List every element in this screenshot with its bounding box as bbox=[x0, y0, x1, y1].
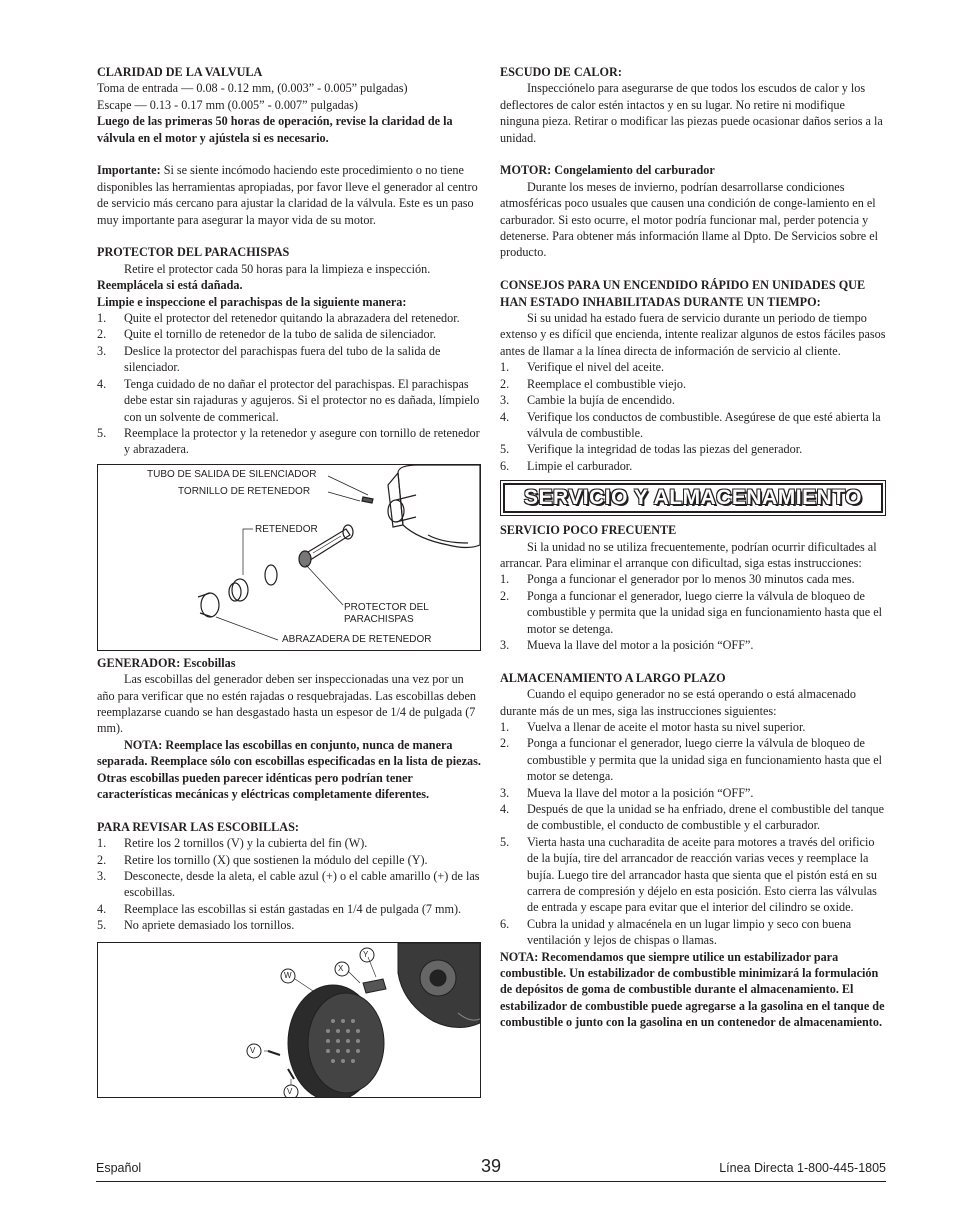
spark-replace: Reemplácela si está dañada. bbox=[97, 278, 243, 293]
spark-intro: Retire el protector cada 50 horas para la limpieza e inspección. bbox=[124, 261, 431, 276]
heat-heading: ESCUDO DE CALOR: bbox=[500, 65, 622, 79]
valve-intake: Toma de entrada — 0.08 - 0.12 mm, (0.003” - 0.005” pulgadas) bbox=[97, 81, 408, 96]
check-heading: PARA REVISAR LAS ESCOBILLAS: bbox=[97, 819, 299, 834]
callout-v1: V bbox=[250, 1045, 256, 1055]
important-text: Si se siente incómodo haciendo este procedimiento o no tiene disponibles las herramientas apropiadas, por favor lleve el generador al centro de servicio más cercano para ajustar la claridad de la válvula. Este es un paso muy importante para asegurar la mayor vida de su motor. bbox=[97, 163, 478, 227]
list-item: 1. Vuelva a llenar de aceite el motor hasta su nivel superior. bbox=[500, 719, 806, 734]
list-item: 1. Quite el protector del retenedor quitando la abrazadera del retenedor. bbox=[97, 311, 460, 326]
tips-steps bbox=[500, 359, 886, 474]
list-item: 3. Cambie la bujía de encendido. bbox=[500, 393, 675, 408]
list-item: 6. Cubra la unidad y almacénela en un lugar limpio y seco con buena ventilación y lejos de chispas o llamas. bbox=[500, 916, 852, 948]
storage-heading: ALMACENAMIENTO A LARGO PLAZO bbox=[500, 670, 726, 685]
list-item: 3. Desconecte, desde la aleta, el cable azul (+) o el cable amarillo (+) de las escobillas. bbox=[97, 868, 480, 900]
freeze-heading: MOTOR: Congelamiento del carburador bbox=[500, 163, 715, 178]
storage-note: NOTA: Recomendamos que siempre utilice un estabilizador para combustible. Un estabilizador de combustible minimizará la formulación de depósitos de goma de combustible durante el almacenamiento. El estabilizador de combustible puede agregarse a la gasolina en el tanque de combustible o junto con la gasolina en un contenedor de almacenamiento. bbox=[500, 949, 885, 1030]
list-item: 3. Mueva la llave del motor a la posición “OFF”. bbox=[500, 637, 754, 652]
tips-heading: CONSEJOS PARA UN ENCENDIDO RÁPIDO EN UNIDADES QUE HAN ESTADO INHABILITADAS DURANTE UN TIEMPO: bbox=[500, 278, 866, 309]
list-item: 1. Verifique el nivel del aceite. bbox=[500, 360, 665, 375]
page-footer bbox=[96, 1156, 886, 1182]
footer-hotline: Línea Directa 1-800-445-1805 bbox=[719, 1161, 886, 1175]
callout-w: W bbox=[284, 970, 292, 980]
list-item: 4. Reemplace las escobillas si están gastadas en 1/4 de pulgada (7 mm). bbox=[97, 901, 462, 916]
page-number: 39 bbox=[480, 1156, 502, 1176]
banner-title: SERVICIO Y ALMACENAMIENTO bbox=[503, 483, 883, 513]
valve-important bbox=[97, 162, 482, 228]
list-item: 3. Mueva la llave del motor a la posición “OFF”. bbox=[500, 785, 754, 800]
tips-text: Si su unidad ha estado fuera de servicio durante un periodo de tiempo extenso y es difícil que encienda, intente realizar algunos de estos fáciles pasos antes de llamar a la línea directa de información de servicio al cliente. bbox=[500, 311, 886, 358]
spark-heading: PROTECTOR DEL PARACHISPAS bbox=[97, 245, 290, 260]
infrequent-heading: SERVICIO POCO FRECUENTE bbox=[500, 523, 677, 538]
infrequent-text: Si la unidad no se utiliza frecuentemente, podrían ocurrir dificultades al arrancar. Para eliminar el arranque con dificultad, siga estas instrucciones: bbox=[500, 539, 877, 570]
brush-drawing bbox=[98, 943, 480, 1097]
valve-bold-note: Luego de las primeras 50 horas de operación, revise la claridad de la válvula en el motor y ajústela si es necesario. bbox=[97, 114, 453, 145]
brush-figure bbox=[97, 942, 481, 1098]
freeze-text: Durante los meses de invierno, podrían desarrollarse condiciones atmosféricas poco usuales que causen una condición de conge-lamiento en el carburador. Si esto ocurre, el motor podría funcionar mal, perder potencia y detenerse. Para obtener más información llame al Dpto. De Servicios sobre el producto. bbox=[500, 179, 879, 260]
storage-steps bbox=[500, 719, 886, 949]
list-item: 5. No apriete demasiado los tornillos. bbox=[97, 918, 295, 933]
spark-clean: Limpie e inspeccione el parachispas de la siguiente manera: bbox=[97, 294, 407, 309]
list-item: 2. Quite el tornillo de retenedor de la tubo de salida de silenciador. bbox=[97, 327, 437, 342]
callout-v2: V bbox=[287, 1086, 293, 1096]
section-banner bbox=[500, 480, 886, 516]
callout-x: X bbox=[338, 963, 344, 973]
spark-steps bbox=[97, 310, 482, 458]
heat-text: Inspecciónelo para asegurarse de que todos los escudos de calor y los deflectores de calor estén intactos y en su lugar. No retire ni modifique ninguna pieza. Retirar o modificar las piezas puede ocasionar daños serios a la unidad. bbox=[500, 81, 883, 145]
list-item: 1. Ponga a funcionar el generador por lo menos 30 minutos cada mes. bbox=[500, 572, 855, 587]
left-column bbox=[97, 64, 482, 1098]
check-steps bbox=[97, 835, 482, 933]
label-protector-1: PROTECTOR DEL bbox=[344, 601, 429, 613]
valve-exhaust: Escape — 0.13 - 0.17 mm (0.005” - 0.007” pulgadas) bbox=[97, 97, 358, 112]
list-item: 2. Ponga a funcionar el generador, luego cierre la válvula de bloqueo de combustible y permita que la unidad siga en funcionamiento hasta que el motor se detenga. bbox=[500, 588, 883, 636]
brushes-note: NOTA: Reemplace las escobillas en conjunto, nunca de manera separada. Reemplace sólo con escobillas especificadas en la lista de piezas. Otras escobillas pueden parecer idénticas pero podrían tener características mecánicas y eléctricas completamente diferentes. bbox=[97, 737, 481, 801]
label-screw: TORNILLO DE RETENEDOR bbox=[178, 485, 311, 497]
right-column bbox=[500, 64, 886, 1031]
list-item: 2. Ponga a funcionar el generador, luego cierre la válvula de bloqueo de combustible y permita que la unidad siga en funcionamiento hasta que el motor se detenga. bbox=[500, 736, 883, 784]
label-tube: TUBO DE SALIDA DE SILENCIADOR bbox=[147, 468, 317, 480]
list-item: 4. Después de que la unidad se ha enfriado, drene el combustible del tanque de combustible, el conducto de combustible y el carburador. bbox=[500, 802, 885, 833]
list-item: 4. Tenga cuidado de no dañar el protector del parachispas. El parachispas debe estar sin rajaduras y agujeros. Si el protector no es dañada, límpielo con un solvente de commerical. bbox=[97, 376, 480, 424]
spark-arrestor-figure bbox=[97, 464, 481, 651]
valve-heading: CLARIDAD DE LA VALVULA bbox=[97, 65, 263, 79]
brushes-text: Las escobillas del generador deben ser inspeccionadas una vez por un año para verificar que no estén rajadas o resquebrajadas. Las escobillas deben reemplazarse cuando se han desgastado hasta un espesor de 1/4 de pulgada (7 mm). bbox=[97, 672, 476, 736]
list-item: 5. Verifique la integridad de todas las piezas del generador. bbox=[500, 442, 803, 457]
list-item: 5. Reemplace la protector y la retenedor y asegure con tornillo de retenedor y abrazadera. bbox=[97, 425, 480, 457]
list-item: 1. Retire los 2 tornillos (V) y la cubierta del fin (W). bbox=[97, 836, 368, 851]
list-item: 2. Reemplace el combustible viejo. bbox=[500, 376, 687, 391]
list-item: 5. Vierta hasta una cucharadita de aceite para motores a través del orificio de la bujía, tire del arrancador de reacción varias veces y reemplace la bujía. Luego tire del arrancador hasta que sienta que el pistón está en su carrera de compresión y déjelo en esta posición. Esto cierra las válvulas de entrada y escape para evitar que el interior del cilindro se oxide. bbox=[500, 834, 877, 915]
list-item: 6. Limpie el carburador. bbox=[500, 458, 633, 473]
list-item: 3. Deslice la protector del parachispas fuera del tubo de la salida de silenciador. bbox=[97, 343, 441, 375]
label-protector-2: PARACHISPAS bbox=[344, 613, 414, 625]
storage-text: Cuando el equipo generador no se está operando o está almacenado durante más de un mes, siga las instrucciones siguientes: bbox=[500, 687, 856, 718]
infrequent-steps bbox=[500, 571, 886, 653]
callout-y: Y bbox=[363, 949, 369, 959]
list-item: 2. Retire los tornillo (X) que sostienen la módulo del cepille (Y). bbox=[97, 852, 428, 867]
label-retainer: RETENEDOR bbox=[255, 523, 318, 535]
brushes-heading: GENERADOR: Escobillas bbox=[97, 655, 236, 670]
list-item: 4. Verifique los conductos de combustible. Asegúrese de que esté abierta la válvula de combustible. bbox=[500, 409, 881, 440]
footer-language: Español bbox=[96, 1161, 142, 1175]
label-clamp: ABRAZADERA DE RETENEDOR bbox=[282, 633, 432, 645]
important-label: Importante: bbox=[97, 163, 161, 178]
